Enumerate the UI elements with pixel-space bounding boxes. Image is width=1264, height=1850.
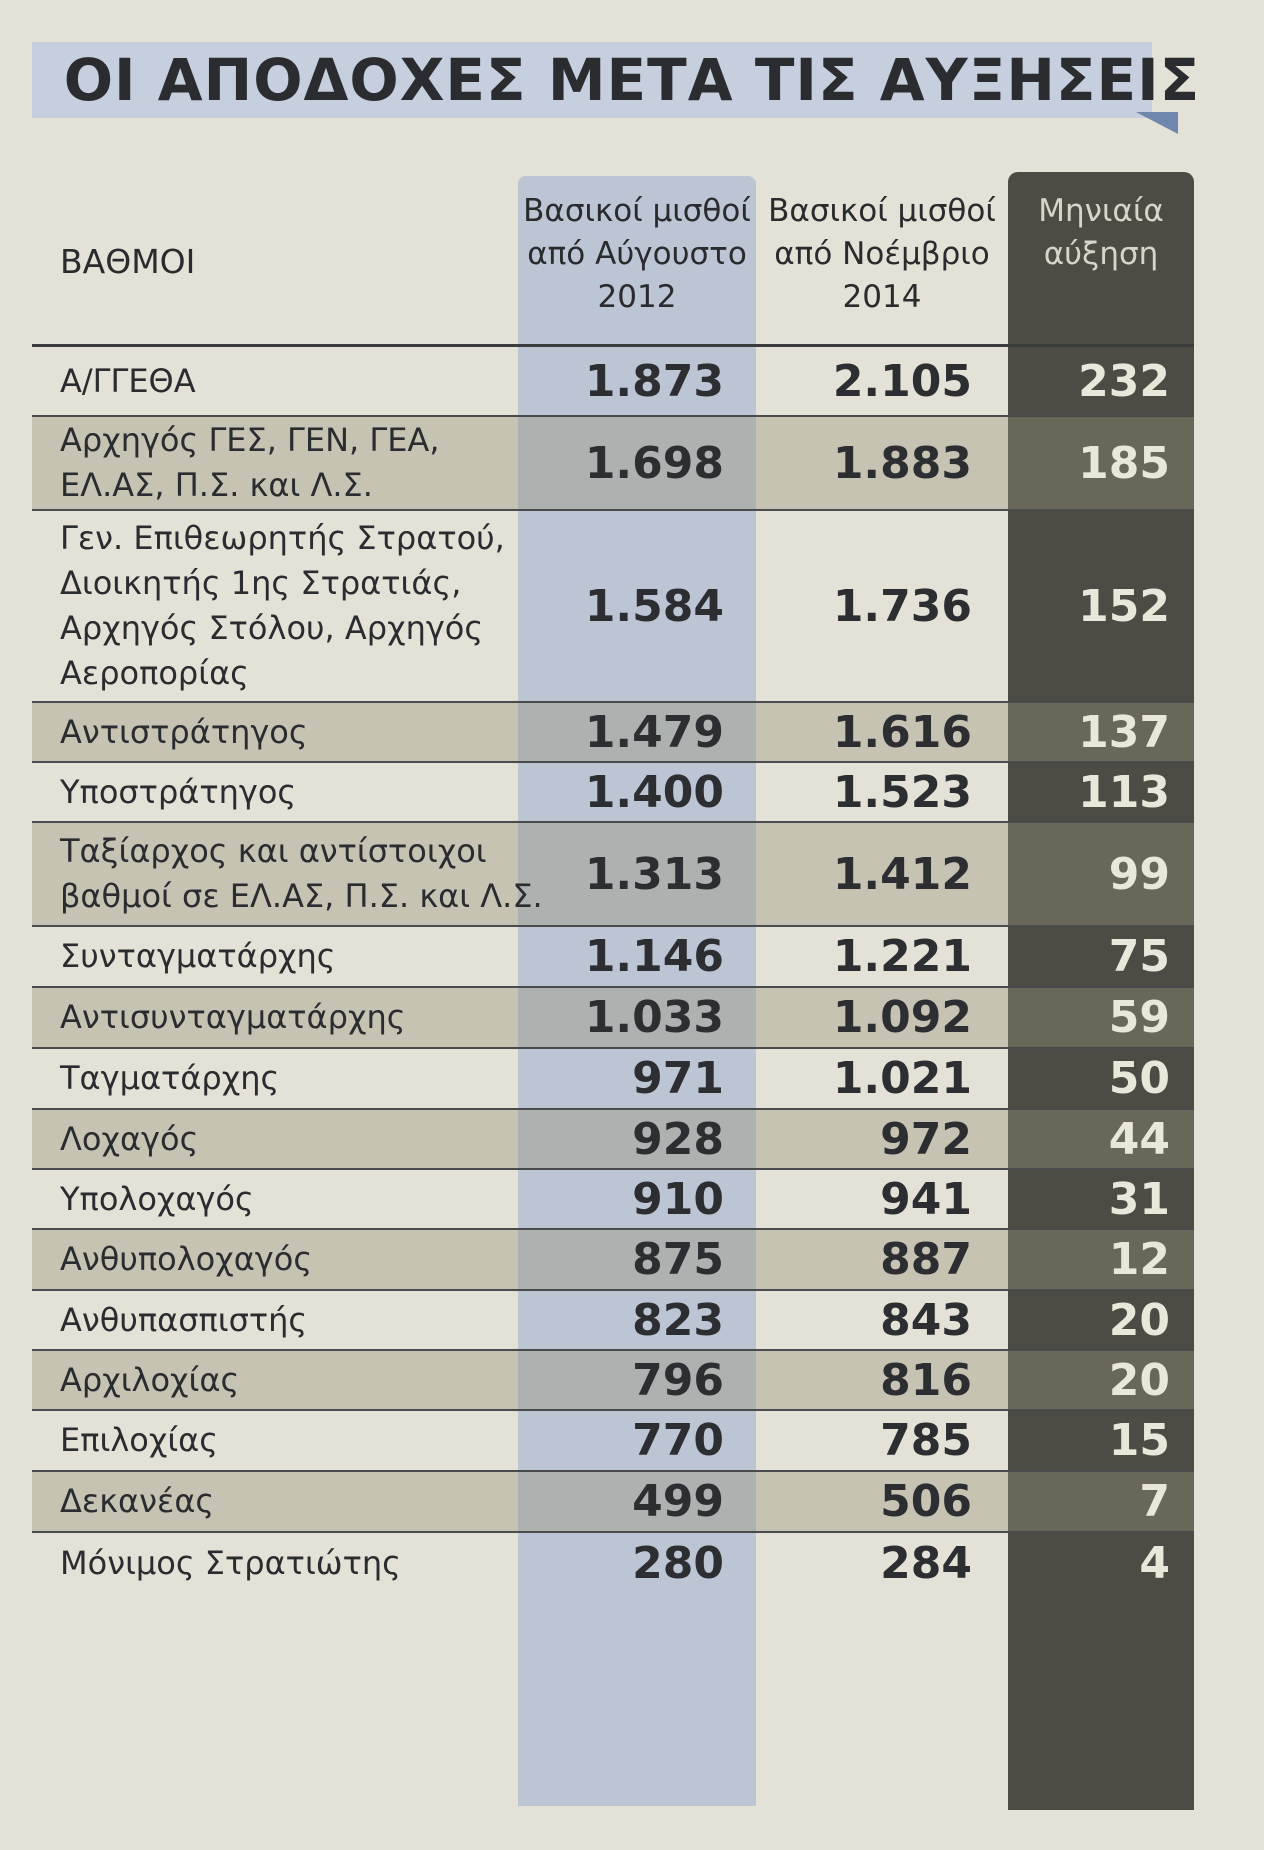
increase-cell: 75 bbox=[1108, 931, 1170, 982]
salary-2014-cell: 506 bbox=[880, 1476, 972, 1527]
rank-cell bbox=[60, 1230, 540, 1289]
increase-cell: 152 bbox=[1078, 580, 1170, 632]
rank-cell bbox=[60, 1170, 540, 1228]
rank-line: Υποστράτηγος bbox=[60, 772, 297, 811]
rank-line: Λοχαγός bbox=[60, 1119, 199, 1158]
rank-cell bbox=[60, 927, 540, 986]
salary-2014-cell: 284 bbox=[880, 1538, 972, 1589]
table-row bbox=[32, 1411, 1194, 1472]
salary-2012-cell: 1.698 bbox=[584, 437, 724, 489]
rank-cell bbox=[60, 347, 540, 415]
header-line: Μηνιαία bbox=[1038, 193, 1164, 229]
table-row bbox=[32, 417, 1194, 511]
salary-2012-cell: 499 bbox=[632, 1476, 724, 1527]
header-line: 2012 bbox=[597, 279, 677, 315]
table-row bbox=[32, 1533, 1194, 1594]
increase-cell: 44 bbox=[1108, 1113, 1170, 1165]
rank-line: Αρχιλοχίας bbox=[60, 1360, 240, 1399]
rank-line: Γεν. Επιθεωρητής Στρατού, bbox=[60, 519, 505, 557]
increase-cell: 50 bbox=[1108, 1053, 1170, 1104]
salary-2014-cell: 1.523 bbox=[832, 766, 972, 818]
increase-cell: 232 bbox=[1078, 355, 1170, 407]
table-row bbox=[32, 763, 1194, 823]
rank-line: Συνταγματάρχης bbox=[60, 937, 336, 975]
rank-line: Ταγματάρχης bbox=[60, 1059, 280, 1097]
salary-2012-cell: 1.873 bbox=[584, 355, 724, 407]
salary-2014-cell: 1.412 bbox=[832, 848, 972, 900]
header-rank bbox=[60, 240, 195, 283]
salary-2014-cell: 816 bbox=[880, 1354, 972, 1406]
rank-cell bbox=[60, 1291, 540, 1349]
increase-cell: 113 bbox=[1078, 766, 1170, 818]
salary-2012-cell: 280 bbox=[632, 1538, 724, 1589]
salary-2014-cell: 1.736 bbox=[832, 580, 972, 632]
rank-cell bbox=[60, 417, 540, 509]
increase-cell: 12 bbox=[1108, 1234, 1170, 1285]
rank-cell bbox=[60, 988, 540, 1047]
header-line: Βασικοί μισθοί bbox=[523, 193, 751, 229]
salary-2014-cell: 1.616 bbox=[832, 706, 972, 758]
increase-cell: 137 bbox=[1078, 706, 1170, 758]
increase-cell: 59 bbox=[1108, 992, 1170, 1043]
rank-line: Μόνιμος Στρατιώτης bbox=[60, 1544, 401, 1582]
table-row bbox=[32, 511, 1194, 703]
salary-2012-cell: 1.033 bbox=[584, 992, 724, 1043]
rank-line: Αντισυνταγματάρχης bbox=[60, 998, 406, 1036]
increase-cell: 15 bbox=[1108, 1415, 1170, 1466]
salary-2012-cell: 1.146 bbox=[584, 931, 724, 982]
rank-cell bbox=[60, 1110, 540, 1168]
rank-line: Ανθυπασπιστής bbox=[60, 1300, 308, 1339]
salary-2012-cell: 910 bbox=[632, 1173, 724, 1225]
rank-cell bbox=[60, 1411, 540, 1470]
salary-2012-cell: 971 bbox=[632, 1053, 724, 1104]
table-row bbox=[32, 1351, 1194, 1411]
table-row bbox=[32, 988, 1194, 1049]
increase-cell: 31 bbox=[1108, 1173, 1170, 1225]
header-line: από Νοέμβριο bbox=[774, 236, 990, 272]
salary-2012-cell: 875 bbox=[632, 1234, 724, 1285]
table-row bbox=[32, 1230, 1194, 1291]
salary-2014-cell: 972 bbox=[880, 1113, 972, 1165]
increase-cell: 99 bbox=[1108, 848, 1170, 900]
table-row bbox=[32, 1049, 1194, 1110]
salary-2012-cell: 928 bbox=[632, 1113, 724, 1165]
rank-cell bbox=[60, 1351, 540, 1409]
title-corner-triangle bbox=[1136, 112, 1178, 134]
salary-2012-cell: 1.313 bbox=[584, 848, 724, 900]
rank-line: Επιλοχίας bbox=[60, 1421, 219, 1459]
salary-2014-cell: 1.883 bbox=[832, 437, 972, 489]
increase-cell: 20 bbox=[1108, 1294, 1170, 1346]
table-row bbox=[32, 1291, 1194, 1351]
table-row bbox=[32, 703, 1194, 763]
salary-2014-cell: 887 bbox=[880, 1234, 972, 1285]
rank-cell bbox=[60, 1049, 540, 1108]
rank-line: Υπολοχαγός bbox=[60, 1179, 254, 1218]
salary-2012-cell: 1.584 bbox=[584, 580, 724, 632]
table-row bbox=[32, 1110, 1194, 1170]
rank-line: Αντιστράτηγος bbox=[60, 712, 308, 751]
rank-cell bbox=[60, 703, 540, 761]
table-row bbox=[32, 1472, 1194, 1533]
rank-line: Διοικητής 1ης Στρατιάς, bbox=[60, 564, 462, 602]
header-monthly-increase bbox=[1008, 190, 1194, 276]
salary-2014-cell: 843 bbox=[880, 1294, 972, 1346]
table-body bbox=[32, 347, 1194, 1594]
header-line: 2014 bbox=[842, 279, 922, 315]
increase-cell: 185 bbox=[1078, 437, 1170, 489]
increase-cell: 4 bbox=[1139, 1538, 1170, 1589]
rank-line: Δεκανέας bbox=[60, 1482, 215, 1520]
rank-line: Ταξίαρχος και αντίστοιχοι bbox=[60, 832, 487, 870]
rank-line: ΕΛ.ΑΣ, Π.Σ. και Λ.Σ. bbox=[60, 466, 373, 504]
table-row bbox=[32, 347, 1194, 417]
rank-cell bbox=[60, 763, 540, 821]
table-row bbox=[32, 927, 1194, 988]
rank-line: Α/ΓΓΕΘΑ bbox=[60, 361, 196, 400]
increase-cell: 20 bbox=[1108, 1354, 1170, 1406]
header-salary-2014 bbox=[764, 190, 1000, 319]
rank-line: Αρχηγός Στόλου, Αρχηγός bbox=[60, 609, 484, 647]
rank-line: Ανθυπολοχαγός bbox=[60, 1240, 313, 1278]
salary-2014-cell: 941 bbox=[880, 1173, 972, 1225]
salary-2012-cell: 1.479 bbox=[584, 706, 724, 758]
table-row bbox=[32, 1170, 1194, 1230]
salary-2014-cell: 2.105 bbox=[832, 355, 972, 407]
salary-2014-cell: 1.221 bbox=[832, 931, 972, 982]
rank-line: βαθμοί σε ΕΛ.ΑΣ, Π.Σ. και Λ.Σ. bbox=[60, 877, 543, 915]
increase-cell: 7 bbox=[1139, 1476, 1170, 1527]
header-salary-2012 bbox=[518, 190, 756, 319]
header-line: Βασικοί μισθοί bbox=[768, 193, 996, 229]
salary-2012-cell: 796 bbox=[632, 1354, 724, 1406]
rank-line: Αεροπορίας bbox=[60, 654, 249, 692]
rank-cell bbox=[60, 823, 543, 925]
salary-2014-cell: 1.021 bbox=[832, 1053, 972, 1104]
salary-2012-cell: 823 bbox=[632, 1294, 724, 1346]
salary-2014-cell: 1.092 bbox=[832, 992, 972, 1043]
table-row bbox=[32, 823, 1194, 927]
table-title: ΟΙ ΑΠΟΔΟΧΕΣ ΜΕΤΑ ΤΙΣ ΑΥΞΗΣΕΙΣ bbox=[63, 46, 1201, 114]
rank-cell bbox=[60, 1533, 540, 1594]
salary-2012-cell: 1.400 bbox=[584, 766, 724, 818]
salary-2014-cell: 785 bbox=[880, 1415, 972, 1466]
rank-line: Αρχηγός ΓΕΣ, ΓΕΝ, ΓΕΑ, bbox=[60, 421, 440, 459]
rank-cell bbox=[60, 1472, 540, 1531]
rank-cell bbox=[60, 511, 540, 701]
header-rank-line: ΒΑΘΜΟΙ bbox=[60, 242, 196, 281]
salary-2012-cell: 770 bbox=[632, 1415, 724, 1466]
header-line: αύξηση bbox=[1043, 236, 1159, 272]
header-line: από Αύγουστο bbox=[527, 236, 747, 272]
